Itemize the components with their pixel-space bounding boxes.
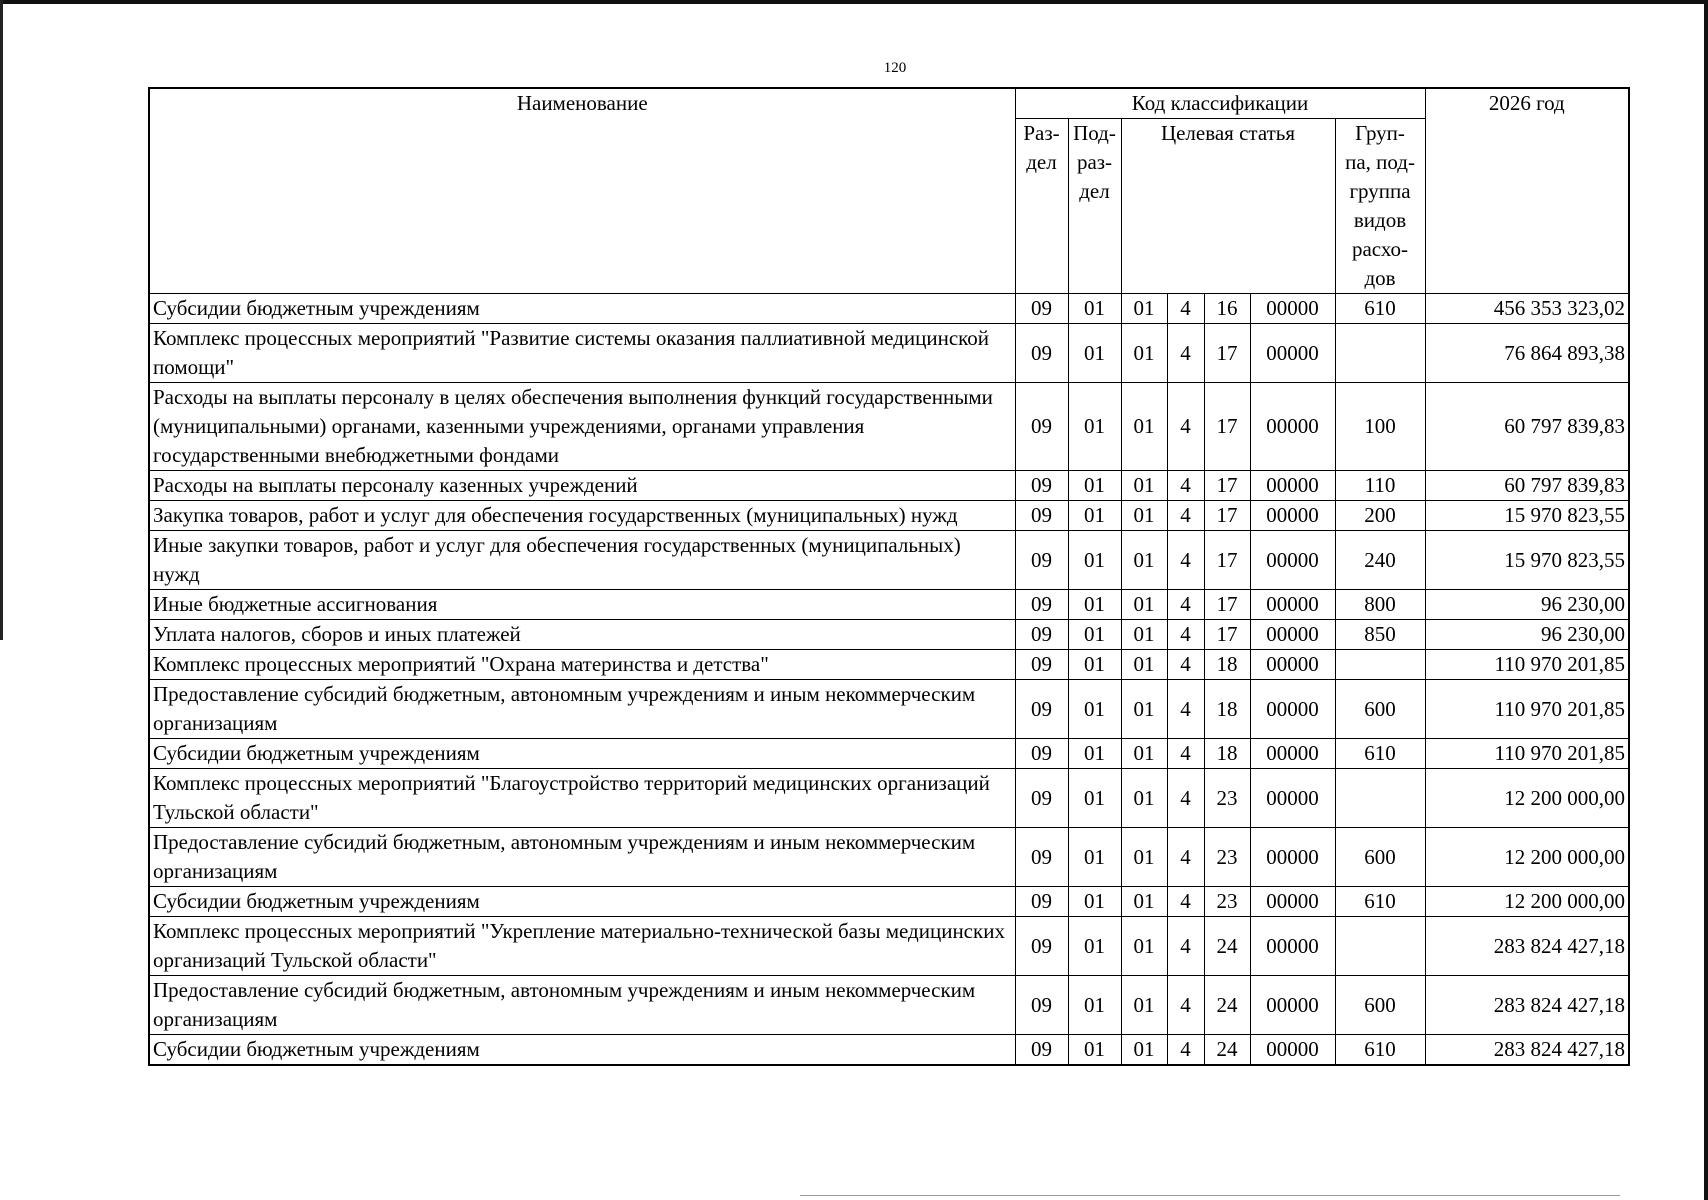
- row-target-part-3: 18: [1204, 739, 1250, 769]
- row-expense-group: 600: [1335, 680, 1425, 739]
- table-row: [149, 1035, 1629, 1066]
- row-name: Субсидии бюджетным учреждениям: [149, 1035, 1015, 1066]
- row-amount: 283 824 427,18: [1425, 976, 1629, 1035]
- table-row: [149, 471, 1629, 501]
- row-subsection: 01: [1068, 650, 1121, 680]
- row-target-part-3: 17: [1204, 501, 1250, 531]
- row-target-part-3: 17: [1204, 324, 1250, 383]
- row-name: Субсидии бюджетным учреждениям: [149, 294, 1015, 324]
- row-target-part-3: 23: [1204, 769, 1250, 828]
- row-target-part-2: 4: [1167, 383, 1204, 471]
- row-target-part-1: 01: [1121, 620, 1167, 650]
- row-section: 09: [1015, 769, 1068, 828]
- page-number: 120: [883, 60, 907, 76]
- row-amount: 15 970 823,55: [1425, 501, 1629, 531]
- table-row: [149, 769, 1629, 828]
- row-target-part-3: 24: [1204, 1035, 1250, 1066]
- row-amount: 456 353 323,02: [1425, 294, 1629, 324]
- row-target-part-1: 01: [1121, 471, 1167, 501]
- row-section: 09: [1015, 501, 1068, 531]
- row-target-part-1: 01: [1121, 917, 1167, 976]
- row-target-part-1: 01: [1121, 1035, 1167, 1066]
- row-expense-group: [1335, 769, 1425, 828]
- row-name: Комплекс процессных мероприятий "Развитие системы оказания паллиативной медицинской помощи": [149, 324, 1015, 383]
- row-expense-group: 610: [1335, 1035, 1425, 1066]
- table-row: [149, 294, 1629, 324]
- row-target-part-3: 18: [1204, 650, 1250, 680]
- scan-border-left: [0, 0, 3, 640]
- row-target-part-3: 17: [1204, 471, 1250, 501]
- header-expense-group: Груп- па, под- группа видов расхо- дов: [1335, 119, 1425, 294]
- row-subsection: 01: [1068, 383, 1121, 471]
- row-subsection: 01: [1068, 531, 1121, 590]
- row-target-part-1: 01: [1121, 324, 1167, 383]
- row-amount: 110 970 201,85: [1425, 680, 1629, 739]
- row-target-part-2: 4: [1167, 531, 1204, 590]
- row-target-part-1: 01: [1121, 650, 1167, 680]
- table-row: [149, 590, 1629, 620]
- row-target-part-1: 01: [1121, 383, 1167, 471]
- row-target-part-1: 01: [1121, 887, 1167, 917]
- row-expense-group: [1335, 324, 1425, 383]
- row-name: Предоставление субсидий бюджетным, автономным учреждениям и иным некоммерческим организациям: [149, 976, 1015, 1035]
- row-amount: 283 824 427,18: [1425, 1035, 1629, 1066]
- row-target-part-4: 00000: [1250, 976, 1335, 1035]
- row-amount: 96 230,00: [1425, 620, 1629, 650]
- table-row: [149, 620, 1629, 650]
- row-target-part-3: 17: [1204, 590, 1250, 620]
- row-section: 09: [1015, 976, 1068, 1035]
- row-target-part-4: 00000: [1250, 769, 1335, 828]
- row-target-part-1: 01: [1121, 828, 1167, 887]
- table-row: [149, 739, 1629, 769]
- row-target-part-2: 4: [1167, 590, 1204, 620]
- row-section: 09: [1015, 383, 1068, 471]
- row-subsection: 01: [1068, 1035, 1121, 1066]
- row-subsection: 01: [1068, 620, 1121, 650]
- row-amount: 76 864 893,38: [1425, 324, 1629, 383]
- row-target-part-4: 00000: [1250, 590, 1335, 620]
- row-subsection: 01: [1068, 590, 1121, 620]
- row-subsection: 01: [1068, 769, 1121, 828]
- row-subsection: 01: [1068, 828, 1121, 887]
- row-expense-group: [1335, 650, 1425, 680]
- row-expense-group: 610: [1335, 294, 1425, 324]
- row-target-part-4: 00000: [1250, 294, 1335, 324]
- header-classification: Код классификации: [1015, 88, 1425, 119]
- row-name: Предоставление субсидий бюджетным, автономным учреждениям и иным некоммерческим организациям: [149, 828, 1015, 887]
- row-amount: 15 970 823,55: [1425, 531, 1629, 590]
- row-target-part-3: 24: [1204, 917, 1250, 976]
- row-name: Комплекс процессных мероприятий "Благоустройство территорий медицинских организаций Тульской области": [149, 769, 1015, 828]
- row-target-part-1: 01: [1121, 739, 1167, 769]
- row-expense-group: [1335, 917, 1425, 976]
- row-section: 09: [1015, 531, 1068, 590]
- row-expense-group: 600: [1335, 976, 1425, 1035]
- row-name: Комплекс процессных мероприятий "Укрепление материально-технической базы медицинских организаций Тульской области": [149, 917, 1015, 976]
- row-target-part-1: 01: [1121, 680, 1167, 739]
- row-subsection: 01: [1068, 739, 1121, 769]
- header-subsection: Под- раз- дел: [1068, 119, 1121, 294]
- row-amount: 283 824 427,18: [1425, 917, 1629, 976]
- row-amount: 12 200 000,00: [1425, 828, 1629, 887]
- row-section: 09: [1015, 620, 1068, 650]
- row-section: 09: [1015, 324, 1068, 383]
- row-subsection: 01: [1068, 976, 1121, 1035]
- row-target-part-4: 00000: [1250, 531, 1335, 590]
- table-row: [149, 650, 1629, 680]
- row-target-part-3: 16: [1204, 294, 1250, 324]
- row-target-part-4: 00000: [1250, 324, 1335, 383]
- row-section: 09: [1015, 590, 1068, 620]
- row-name: Предоставление субсидий бюджетным, автономным учреждениям и иным некоммерческим организациям: [149, 680, 1015, 739]
- row-target-part-2: 4: [1167, 294, 1204, 324]
- row-target-part-1: 01: [1121, 531, 1167, 590]
- row-expense-group: 800: [1335, 590, 1425, 620]
- row-section: 09: [1015, 739, 1068, 769]
- row-target-part-3: 23: [1204, 828, 1250, 887]
- row-name: Комплекс процессных мероприятий "Охрана материнства и детства": [149, 650, 1015, 680]
- row-target-part-2: 4: [1167, 650, 1204, 680]
- row-name: Расходы на выплаты персоналу казенных учреждений: [149, 471, 1015, 501]
- row-target-part-4: 00000: [1250, 471, 1335, 501]
- header-name: Наименование: [149, 88, 1015, 294]
- scan-border-right: [1704, 0, 1708, 1200]
- row-target-part-2: 4: [1167, 324, 1204, 383]
- row-expense-group: 600: [1335, 828, 1425, 887]
- row-target-part-1: 01: [1121, 590, 1167, 620]
- row-target-part-4: 00000: [1250, 1035, 1335, 1066]
- row-target-part-1: 01: [1121, 294, 1167, 324]
- row-section: 09: [1015, 887, 1068, 917]
- row-amount: 60 797 839,83: [1425, 471, 1629, 501]
- row-target-part-4: 00000: [1250, 828, 1335, 887]
- row-name: Субсидии бюджетным учреждениям: [149, 887, 1015, 917]
- row-subsection: 01: [1068, 324, 1121, 383]
- table-row: [149, 680, 1629, 739]
- row-target-part-3: 17: [1204, 620, 1250, 650]
- row-target-part-3: 17: [1204, 531, 1250, 590]
- row-name: Уплата налогов, сборов и иных платежей: [149, 620, 1015, 650]
- row-target-part-2: 4: [1167, 680, 1204, 739]
- row-target-part-4: 00000: [1250, 383, 1335, 471]
- row-section: 09: [1015, 917, 1068, 976]
- row-target-part-3: 23: [1204, 887, 1250, 917]
- row-amount: 110 970 201,85: [1425, 650, 1629, 680]
- row-name: Иные закупки товаров, работ и услуг для обеспечения государственных (муниципальных) нужд: [149, 531, 1015, 590]
- row-target-part-4: 00000: [1250, 739, 1335, 769]
- row-name: Закупка товаров, работ и услуг для обеспечения государственных (муниципальных) нужд: [149, 501, 1015, 531]
- row-expense-group: 610: [1335, 739, 1425, 769]
- row-target-part-4: 00000: [1250, 680, 1335, 739]
- row-target-part-4: 00000: [1250, 501, 1335, 531]
- row-name: Расходы на выплаты персоналу в целях обеспечения выполнения функций государственными (муниципальными) органами, казенными учреждениями, органами управления государственными внебюджетными фондами: [149, 383, 1015, 471]
- row-name: Субсидии бюджетным учреждениям: [149, 739, 1015, 769]
- row-target-part-2: 4: [1167, 501, 1204, 531]
- row-section: 09: [1015, 471, 1068, 501]
- row-target-part-2: 4: [1167, 917, 1204, 976]
- row-amount: 60 797 839,83: [1425, 383, 1629, 471]
- row-target-part-2: 4: [1167, 828, 1204, 887]
- table-row: [149, 324, 1629, 383]
- row-target-part-1: 01: [1121, 769, 1167, 828]
- table-row: [149, 531, 1629, 590]
- row-target-part-2: 4: [1167, 1035, 1204, 1066]
- header-target-article: Целевая статья: [1121, 119, 1335, 294]
- table-row: [149, 917, 1629, 976]
- row-expense-group: 100: [1335, 383, 1425, 471]
- row-target-part-1: 01: [1121, 501, 1167, 531]
- table-row: [149, 501, 1629, 531]
- bottom-rule: [800, 1195, 1620, 1196]
- row-target-part-4: 00000: [1250, 917, 1335, 976]
- row-expense-group: 110: [1335, 471, 1425, 501]
- table-body: [149, 294, 1629, 1066]
- row-target-part-2: 4: [1167, 887, 1204, 917]
- header-year: 2026 год: [1425, 88, 1629, 294]
- row-target-part-2: 4: [1167, 976, 1204, 1035]
- row-target-part-4: 00000: [1250, 887, 1335, 917]
- row-target-part-2: 4: [1167, 471, 1204, 501]
- row-target-part-2: 4: [1167, 739, 1204, 769]
- table-row: [149, 976, 1629, 1035]
- row-amount: 12 200 000,00: [1425, 887, 1629, 917]
- budget-table: [148, 87, 1630, 1066]
- row-expense-group: 200: [1335, 501, 1425, 531]
- row-expense-group: 240: [1335, 531, 1425, 590]
- row-section: 09: [1015, 294, 1068, 324]
- row-target-part-4: 00000: [1250, 620, 1335, 650]
- row-target-part-3: 24: [1204, 976, 1250, 1035]
- table-row: [149, 383, 1629, 471]
- row-target-part-1: 01: [1121, 976, 1167, 1035]
- row-amount: 12 200 000,00: [1425, 769, 1629, 828]
- scan-border-top: [0, 0, 1708, 4]
- row-target-part-2: 4: [1167, 769, 1204, 828]
- table-row: [149, 887, 1629, 917]
- table-row: [149, 828, 1629, 887]
- row-section: 09: [1015, 1035, 1068, 1066]
- header-section: Раз- дел: [1015, 119, 1068, 294]
- row-target-part-3: 17: [1204, 383, 1250, 471]
- row-expense-group: 850: [1335, 620, 1425, 650]
- row-expense-group: 610: [1335, 887, 1425, 917]
- row-subsection: 01: [1068, 917, 1121, 976]
- row-amount: 110 970 201,85: [1425, 739, 1629, 769]
- row-section: 09: [1015, 680, 1068, 739]
- row-target-part-3: 18: [1204, 680, 1250, 739]
- row-section: 09: [1015, 828, 1068, 887]
- row-subsection: 01: [1068, 294, 1121, 324]
- row-subsection: 01: [1068, 501, 1121, 531]
- row-subsection: 01: [1068, 680, 1121, 739]
- row-subsection: 01: [1068, 887, 1121, 917]
- row-name: Иные бюджетные ассигнования: [149, 590, 1015, 620]
- row-target-part-2: 4: [1167, 620, 1204, 650]
- row-section: 09: [1015, 650, 1068, 680]
- row-target-part-4: 00000: [1250, 650, 1335, 680]
- row-amount: 96 230,00: [1425, 590, 1629, 620]
- row-subsection: 01: [1068, 471, 1121, 501]
